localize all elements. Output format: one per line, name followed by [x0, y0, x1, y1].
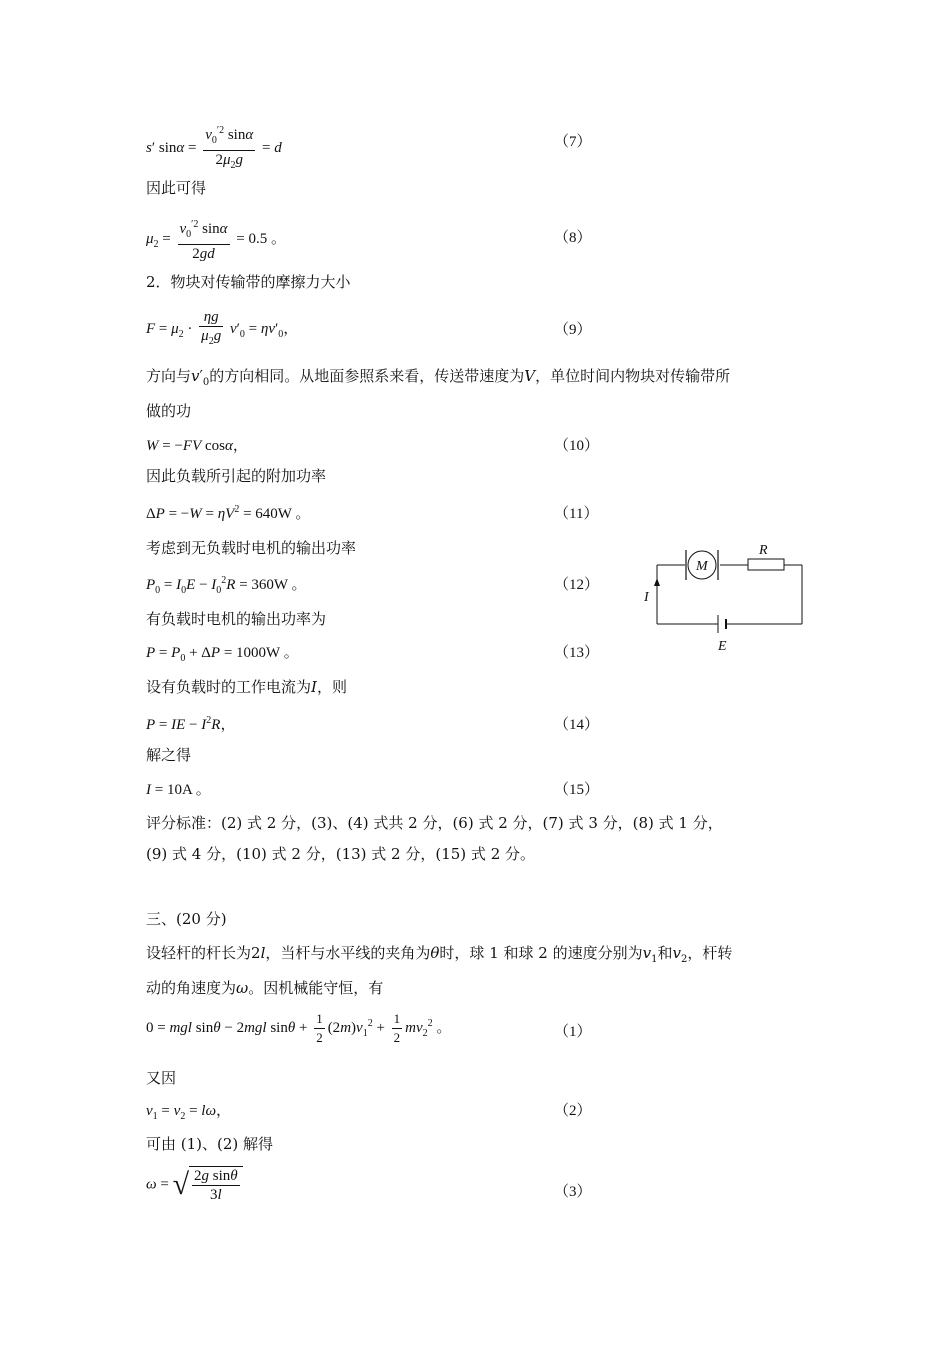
fraction-numerator: 1	[314, 1010, 325, 1029]
equation-energy: 0 = mgl sinθ − 2mgl sinθ + $\frac{1}{2}$ $(2m)v_1^2$ + $\frac{1}{2}$ $mv_2^2$ 。	[146, 1011, 452, 1045]
section-heading: 三、(20 分)	[146, 910, 227, 928]
equation-9: $F = \mu_2$ · $\frac{\eta g}{\mu_2g}$ $v'_0 = \eta v'_0$，	[146, 309, 299, 347]
motor-label: M	[696, 559, 708, 574]
equation-7: s′ sinα = $\frac{v_0^{'2} \sin\alpha}{2\mu_2g}$ = d	[146, 122, 282, 175]
equation-number: （3）	[554, 1184, 592, 1200]
text-line: 设轻杆的杆长为2l，当杆与水平线的夹角为θ时，球 1 和球 2 的速度分别为$v_1$和$v_2$，杆转	[146, 944, 733, 965]
equation-12: $P_0 = I_0E - I_0^2R = 360W$ 。	[146, 575, 307, 596]
equation-value: = 0.5 。	[236, 230, 286, 247]
equation-value: = 640W 。	[243, 506, 311, 522]
text-fragment: 动的角速度为	[146, 979, 237, 997]
text-fragment: 时，球 1 和球 2 的速度分别为	[439, 944, 643, 962]
text-line: 方向与$v'_0$的方向相同。从地面参照系来看，传送带速度为V，单位时间内物块对传输带所	[146, 367, 731, 388]
equation-velocity: $v_1 = v_2 = l\omega$，	[146, 1103, 232, 1122]
text-line: 解之得	[146, 746, 192, 764]
equation-number: （8）	[554, 230, 592, 246]
fraction-denominator: 2	[393, 1030, 401, 1045]
text-line: 动的角速度为ω。因机械能守恒，有	[146, 979, 384, 997]
current-arrow	[654, 578, 660, 586]
equation-8: $\mu_2$ = $\frac{v_0^{'2} \sin\alpha}{2gd}$ = 0.5 。	[146, 216, 286, 263]
resistor-symbol	[748, 559, 784, 570]
text-line: 有负载时电机的输出功率为	[146, 610, 327, 628]
section-heading: 2．物块对传输带的摩擦力大小	[146, 273, 351, 291]
emf-label: E	[718, 639, 727, 654]
equation-number: （13）	[554, 645, 600, 661]
equation-value: = 360W 。	[239, 577, 307, 593]
equation-15: I = 10A 。	[146, 782, 211, 798]
equation-number: （7）	[554, 134, 592, 150]
equation-number: （12）	[554, 577, 600, 593]
text-line: 设有负载时的工作电流为I，则	[146, 678, 347, 696]
equation-number: （2）	[554, 1103, 592, 1119]
equation-number: （15）	[554, 782, 600, 798]
text-line: 做的功	[146, 402, 192, 420]
text-line: 因此可得	[146, 179, 207, 197]
text-fragment: 和	[657, 944, 673, 962]
scoring-criteria: 评分标准：(2) 式 2 分，(3)、(4) 式共 2 分，(6) 式 2 分，(7) 式 3 分，(8) 式 1 分，	[146, 814, 723, 832]
current-label: I	[644, 590, 649, 605]
scoring-criteria: (9) 式 4 分，(10) 式 2 分，(13) 式 2 分，(15) 式 2 分。	[146, 845, 536, 863]
equation-omega: ω = √ $\frac{\text{2g sinθ}}{3l}$	[146, 1166, 243, 1204]
text-fragment: 设有负载时的工作电流为	[146, 678, 312, 696]
fraction-denominator: 2	[316, 1030, 323, 1045]
equation-14: P = IE − $I^2R$，	[146, 715, 236, 733]
equation-number: （11）	[554, 506, 599, 522]
equation-10: W = −FV cosα，	[146, 438, 248, 454]
equation-number: （10）	[554, 438, 600, 454]
equation-number: （14）	[554, 717, 600, 733]
text-fragment: ，单位时间内物块对传输带所	[535, 367, 731, 385]
equation-number: （1）	[554, 1024, 592, 1040]
text-line: 可由 (1)、(2) 解得	[146, 1135, 274, 1153]
text-line: 因此负载所引起的附加功率	[146, 467, 327, 485]
text-fragment: 。因机械能守恒，有	[248, 979, 384, 997]
text-fragment: 设轻杆的杆长为	[146, 944, 252, 962]
resistor-label: R	[759, 543, 768, 558]
text-line: 考虑到无负载时电机的输出功率	[146, 539, 357, 557]
text-fragment: ，则	[316, 678, 347, 696]
circuit-diagram	[640, 540, 810, 660]
equation-number: （9）	[554, 322, 592, 338]
text-fragment: 的方向相同。从地面参照系来看，传送带速度为	[209, 367, 525, 385]
fraction-numerator: 1	[392, 1010, 403, 1029]
text-fragment: ，杆转	[687, 944, 733, 962]
text-fragment: ，当杆与水平线的夹角为	[265, 944, 431, 962]
text-fragment: 方向与	[146, 367, 192, 385]
equation-13: $P = P_0 + \Delta P = 1000W$ 。	[146, 645, 299, 664]
equation-value: = 10A 。	[154, 782, 211, 798]
text-line: 又因	[146, 1069, 177, 1087]
equation-value: = 1000W 。	[223, 645, 299, 661]
equation-11: $\Delta P = -W = \eta V^2 = 640W$ 。	[146, 504, 311, 522]
